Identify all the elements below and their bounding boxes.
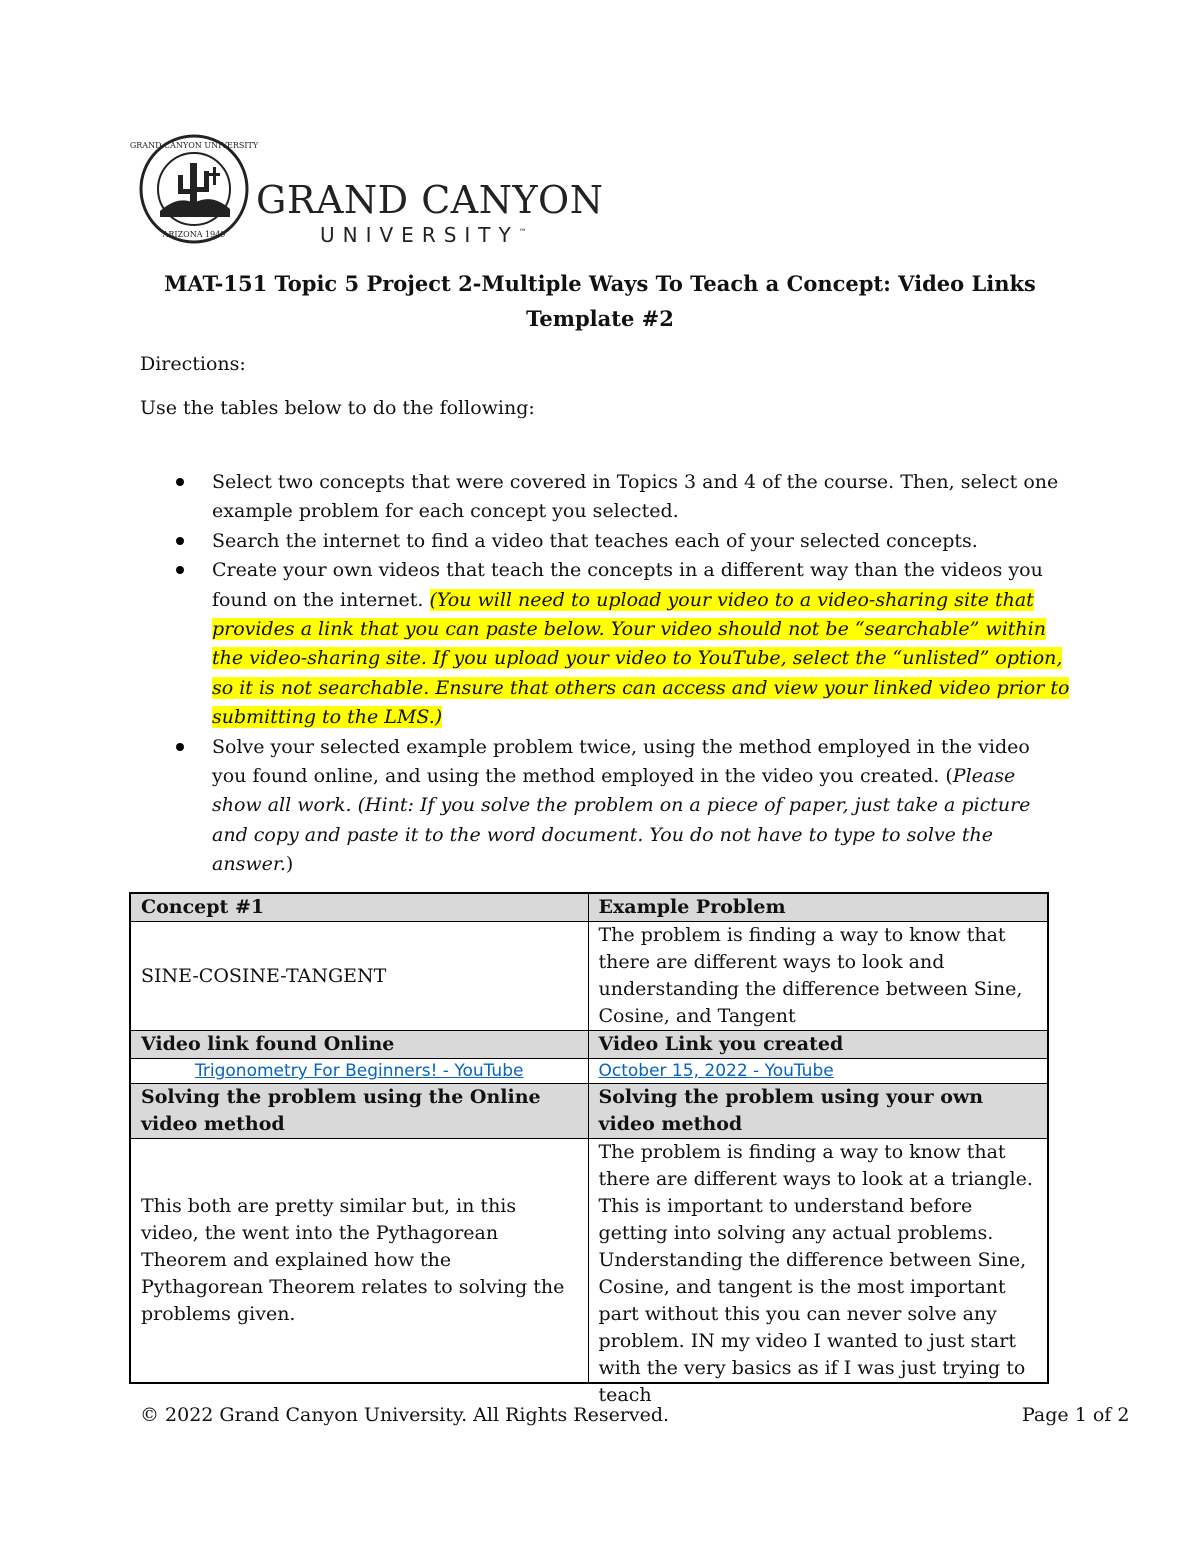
list-item: Search the internet to find a video that teaches each of your selected concepts.	[140, 527, 1070, 556]
title-line-1: MAT-151 Topic 5 Project 2-Multiple Ways To Teach a Concept: Video Links	[164, 271, 1036, 296]
concept-header: Concept #1	[130, 893, 588, 922]
title-line-2: Template #2	[526, 306, 674, 331]
svg-text:ARIZONA 1949: ARIZONA 1949	[162, 230, 226, 239]
document-title	[140, 266, 1060, 336]
bullet-icon	[176, 743, 184, 751]
svg-text:GRAND CANYON UNIVERSITY: GRAND CANYON UNIVERSITY	[129, 141, 259, 150]
bullet-icon	[176, 566, 184, 574]
solve-own-header: Solving the problem using your own video method	[588, 1084, 1048, 1139]
list-item: Create your own videos that teach the concepts in a different way than the videos you found on the internet. (You will need to upload your video to a video-sharing site that provides a link that you can paste below. Your video should not be “searchable” within the video-sharing site. If you upload your video to YouTube, select the “unlisted” option, so it is not searchable. Ensure that others can access and view your linked video prior to submitting to the LMS.)	[140, 556, 1070, 732]
highlighted-instructions: (You will need to upload your video to a video-sharing site that provides a link that you can paste below. Your video should not be “searchable” within the video-sharing site. If you upload your video to YouTube, select the “unlisted” option, so it is not searchable. Ensure that others can access and view your linked video prior to submitting to the LMS.)	[212, 588, 1070, 729]
page-number: Page 1 of 2	[1022, 1404, 1130, 1426]
own-video-link[interactable]: October 15, 2022 - YouTube	[598, 1061, 834, 1081]
copyright-footer: © 2022 Grand Canyon University. All Rights Reserved.	[140, 1404, 670, 1426]
bullet-icon	[176, 537, 184, 545]
solve-own-value: The problem is finding a way to know that there are different ways to look at a triangle. This is important to understand before getting into solving any actual problems. Understanding the difference between Sine, Cosine, and tangent is the most important part without this you can never solve any problem. IN my video I wanted to just start with the very basics as if I was just trying to teach	[588, 1139, 1048, 1384]
wordmark-university: UNIVERSITY™	[320, 223, 527, 247]
concept-value: SINE-COSINE-TANGENT	[130, 922, 588, 1031]
example-problem-value: The problem is finding a way to know that there are different ways to look and understanding the difference between Sine, Cosine, and Tangent	[588, 922, 1048, 1031]
table-row	[130, 1139, 1048, 1384]
own-link-header: Video Link you created	[588, 1031, 1048, 1059]
table-row	[130, 1059, 1048, 1084]
table-row	[130, 893, 1048, 922]
bullet-icon	[176, 478, 184, 486]
university-seal-icon	[129, 133, 259, 245]
directions-list	[140, 468, 1070, 880]
table-row	[130, 1031, 1048, 1059]
example-problem-header: Example Problem	[588, 893, 1048, 922]
solve-online-value: This both are pretty similar but, in this video, the went into the Pythagorean Theorem and explained how the Pythagorean Theorem relates to solving the problems given.	[130, 1139, 588, 1384]
intro-text: Use the tables below to do the following:	[140, 397, 535, 419]
solve-online-header: Solving the problem using the Online video method	[130, 1084, 588, 1139]
gcu-logo	[129, 133, 618, 248]
concept-table	[129, 892, 1049, 1406]
list-item: Select two concepts that were covered in Topics 3 and 4 of the course. Then, select one example problem for each concept you selected.	[140, 468, 1070, 527]
list-item: Solve your selected example problem twice, using the method employed in the video you found online, and using the method employed in the video you created. (Please show all work. (Hint: If you solve the problem on a piece of paper, just take a picture and copy and paste it to the word document. You do not have to type to solve the answer.)	[140, 733, 1070, 880]
online-link-header: Video link found Online	[130, 1031, 588, 1059]
online-video-link[interactable]: Trigonometry For Beginners! - YouTube	[195, 1061, 524, 1081]
wordmark-grand-canyon: GRAND CANYON	[256, 178, 604, 222]
table-row	[130, 922, 1048, 1031]
directions-label: Directions:	[140, 353, 246, 375]
table-row	[130, 1084, 1048, 1139]
